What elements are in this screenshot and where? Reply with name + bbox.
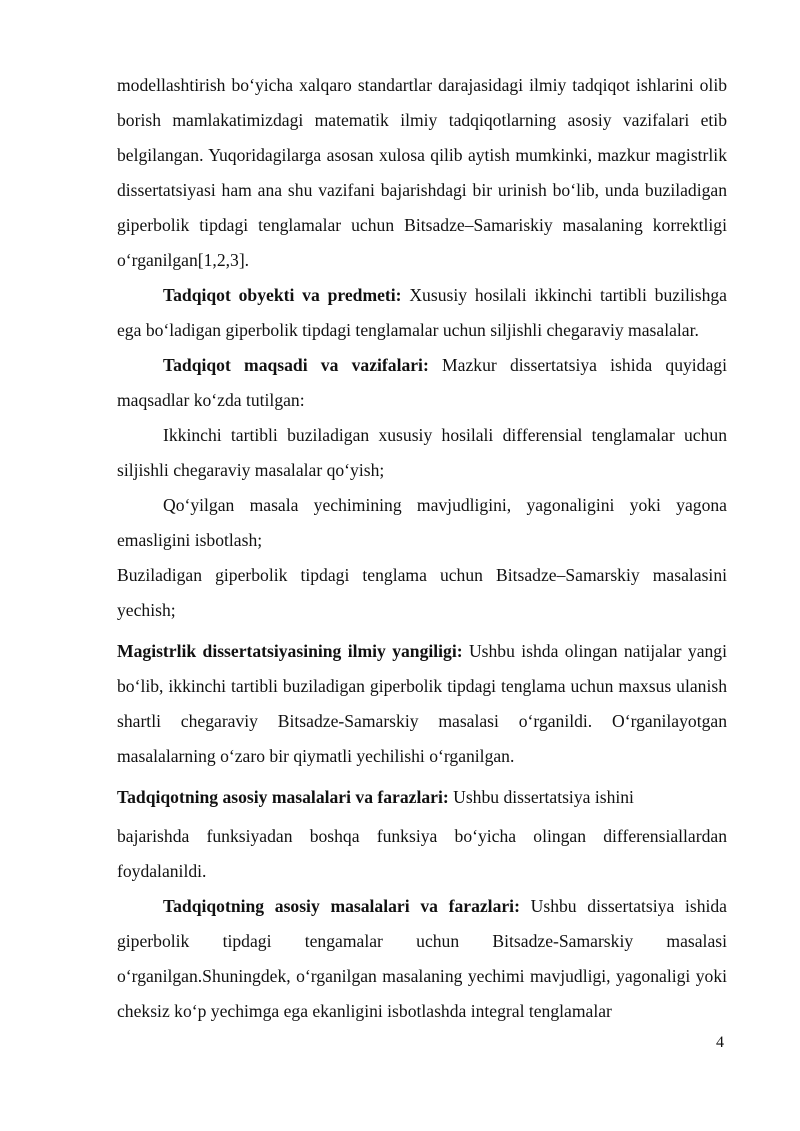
paragraph-text: modellashtirish bo‘yicha xalqaro standartlar darajasidagi ilmiy tadqiqot ishlarini olib borish mamlakatimizdagi matematik ilmiy tadqiqotlarning asosiy vazifalari etib belgilangan. Yuqoridagilarga asosan xulosa qilib aytish mumkinki, mazkur magistrlik dissertatsiyasi ham ana shu vazifani bajarishdagi bir urinish bo‘lib, unda buziladigan giperbolik tipdagi tenglamalar uchun Bitsadze–Samariskiy masalaning korrektligi o‘rganilgan[1,2,3]. — [117, 75, 727, 270]
paragraph-scientific-novelty — [117, 634, 727, 774]
paragraph-text: Ushbu ishda olingan natijalar yangi bo‘lib, ikkinchi tartibli buziladigan giperbolik tipdagi tenglama uchun maxsus ulanish shartli chegaraviy Bitsadze-Samarskiy masalasi o‘rganildi. O‘rganilayotgan masalalarning o‘zaro bir qiymatli yechilishi o‘rganilgan. — [117, 641, 727, 766]
paragraph-research-object — [117, 278, 727, 348]
paragraph-heading: Tadqiqot obyekti va predmeti: — [163, 285, 402, 305]
body-text — [117, 68, 727, 1029]
paragraph-heading: Tadqiqotning asosiy masalalari va farazlari: — [163, 896, 520, 916]
paragraph-main-problems-c — [117, 889, 727, 1029]
paragraph-main-problems-b — [117, 819, 727, 889]
paragraph-main-problems-a — [117, 780, 727, 815]
paragraph-heading: Magistrlik dissertatsiyasining ilmiy yangiligi: — [117, 641, 463, 661]
paragraph-goal-1 — [117, 418, 727, 488]
page-number: 4 — [716, 1034, 724, 1051]
paragraph-research-goals — [117, 348, 727, 418]
paragraph-text: Qo‘yilgan masala yechimining mavjudligini, yagonaligini yoki yagona emasligini isbotlash; — [117, 495, 727, 550]
paragraph-text: Ikkinchi tartibli buziladigan xususiy hosilali differensial tenglamalar uchun siljishli chegaraviy masalalar qo‘yish; — [117, 425, 727, 480]
paragraph-text: Xususiy hosilali ikkinchi tartibli buzilishga ega bo‘ladigan giperbolik tipdagi tenglamalar uchun siljishli chegaraviy masalalar. — [117, 285, 727, 340]
paragraph-text: bajarishda funksiyadan boshqa funksiya bo‘yicha olingan differensiallardan foydalanildi. — [117, 826, 727, 881]
paragraph-text: Buziladigan giperbolik tipdagi tenglama uchun Bitsadze–Samarskiy masalasini yechish; — [117, 565, 727, 620]
paragraph-heading: Tadqiqotning asosiy masalalari va farazlari: — [117, 787, 449, 807]
paragraph-intro — [117, 68, 727, 278]
paragraph-goal-2 — [117, 488, 727, 558]
paragraph-text: Mazkur dissertatsiya ishida quyidagi maqsadlar ko‘zda tutilgan: — [117, 355, 727, 410]
paragraph-text: Ushbu dissertatsiya ishida giperbolik tipdagi tengamalar uchun Bitsadze-Samarskiy masalasi o‘rganilgan.Shuningdek, o‘rganilgan masalaning yechimi mavjudligi, yagonaligi yoki cheksiz ko‘p yechimga ega ekanligini isbotlashda integral tenglamalar — [117, 896, 727, 1021]
paragraph-goal-3 — [117, 558, 727, 628]
paragraph-heading: Tadqiqot maqsadi va vazifalari: — [163, 355, 429, 375]
paragraph-text: Ushbu dissertatsiya ishini — [448, 787, 634, 807]
